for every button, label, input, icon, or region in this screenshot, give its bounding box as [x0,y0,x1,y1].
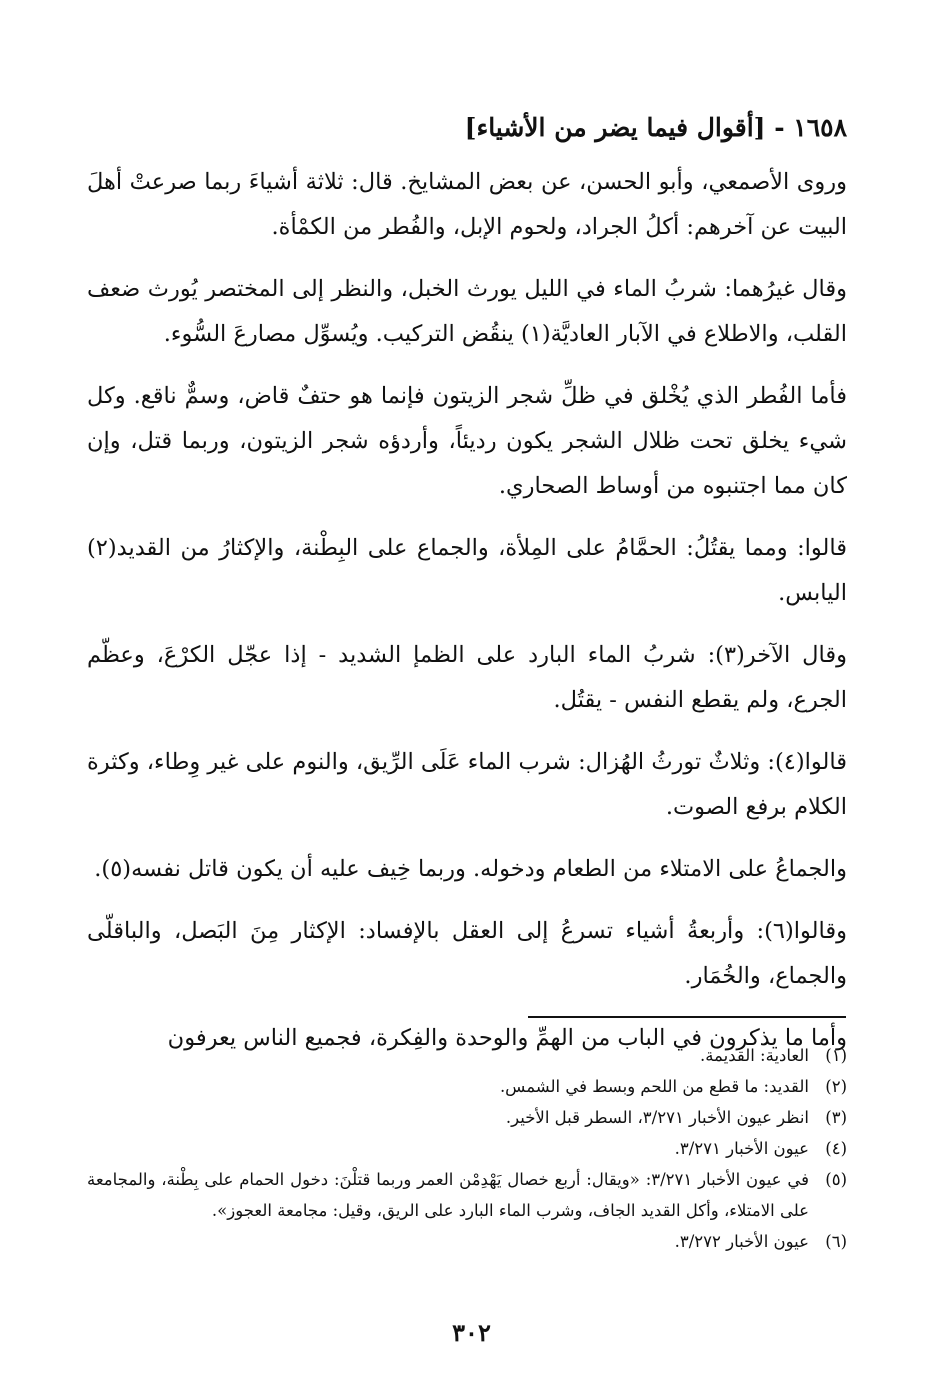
paragraph-5: وقال الآخر(٣): شربُ الماء البارد على الظمإ الشديد - إذا عجّل الكرْعَ، وعظّم الجرع، ولم يقطع النفس - يقتُل. [87,642,847,713]
footnotes [87,1040,847,1257]
footnote-text: القديد: ما قطع من اللحم وبسط في الشمس. [499,1077,809,1096]
page-number: ٣٠٢ [452,1318,491,1347]
footnote-text: عيون الأخبار ٣/٢٧١. [674,1139,809,1158]
footnote-text: انظر عيون الأخبار ٣/٢٧١، السطر قبل الأخير. [505,1108,809,1127]
paragraph-8: وقالوا(٦): وأربعةُ أشياء تسرعُ إلى العقل بالإفساد: الإكثار مِنَ البَصل، والباقلّى والجماع، والخُمَار. [87,918,847,989]
footnote-text: في عيون الأخبار ٣/٢٧١: «ويقال: أربع خصال يَهْدِمْن العمر وربما قتلْنَ: دخول الحمام على بِطْنة، والمجامعة على الامتلاء، وأكل القديد الجاف، وشرب الماء البارد على الريق، وقيل: مجامعة العجوز». [87,1170,809,1220]
paragraph-1: وروى الأصمعي، وأبو الحسن، عن بعض المشايخ. قال: ثلاثة أشياءَ ربما صرعتْ أهلَ البيت عن آخرهم: أكلُ الجراد، ولحوم الإبل، والفُطر من الكمْأة. [87,169,847,240]
footnote-4 [87,1133,847,1164]
footnote-6 [87,1226,847,1257]
footnote-5 [87,1164,847,1226]
paragraph-7: والجماعُ على الامتلاء من الطعام ودخوله. وربما خِيف عليه أن يكون قاتل نفسه(٥). [94,856,847,882]
section-heading: ١٦٥٨ - [أقوال فيما يضر من الأشياء] [464,113,847,142]
footnote-mark: (٢) [825,1077,847,1096]
footnote-3 [87,1102,847,1133]
footnote-text: عيون الأخبار ٣/٢٧٢. [674,1232,809,1251]
footnote-1 [87,1040,847,1071]
footnote-mark: (٦) [825,1232,847,1251]
paragraph-9: وأما ما يذكرون في الباب من الهمِّ والوحدة والفِكرة، فجميع الناس يعرفون [167,1025,847,1051]
footnote-mark: (٣) [825,1108,847,1127]
footnote-divider [528,1016,846,1018]
paragraph-6: قالوا(٤): وثلاثٌ تورثُ الهُزال: شرب الماء عَلَى الرِّيق، والنوم على غير وِطاء، وكثرة الكلام برفع الصوت. [87,749,847,820]
paragraph-2: وقال غيرُهما: شربُ الماء في الليل يورث الخبل، والنظر إلى المختصر يُورث ضعف القلب، والاطلاع في الآبار العاديَّة(١) ينقُض التركيب. ويُسوِّل مصارعَ السُّوء. [87,276,847,347]
footnote-2 [87,1071,847,1102]
footnote-mark: (١) [825,1046,847,1065]
footnote-text: العادية: القديمة. [699,1046,809,1065]
footnote-mark: (٤) [825,1139,847,1158]
main-text [87,160,847,1078]
paragraph-4: قالوا: ومما يقتُلُ: الحمَّامُ على المِلأة، والجماع على البِطْنة، والإكثارُ من القديد(٢) اليابس. [87,535,847,606]
paragraph-3: فأما الفُطر الذي يُخْلق في ظلِّ شجر الزيتون فإنما هو حتفٌ قاض، وسمٌّ ناقع. وكل شيء يخلق تحت ظلال الشجر يكون رديئاً، وأردؤه شجر الزيتون، وربما قتل، وإن كان مما اجتنبوه من أوساط الصحاري. [87,383,847,499]
footnote-mark: (٥) [825,1170,847,1189]
